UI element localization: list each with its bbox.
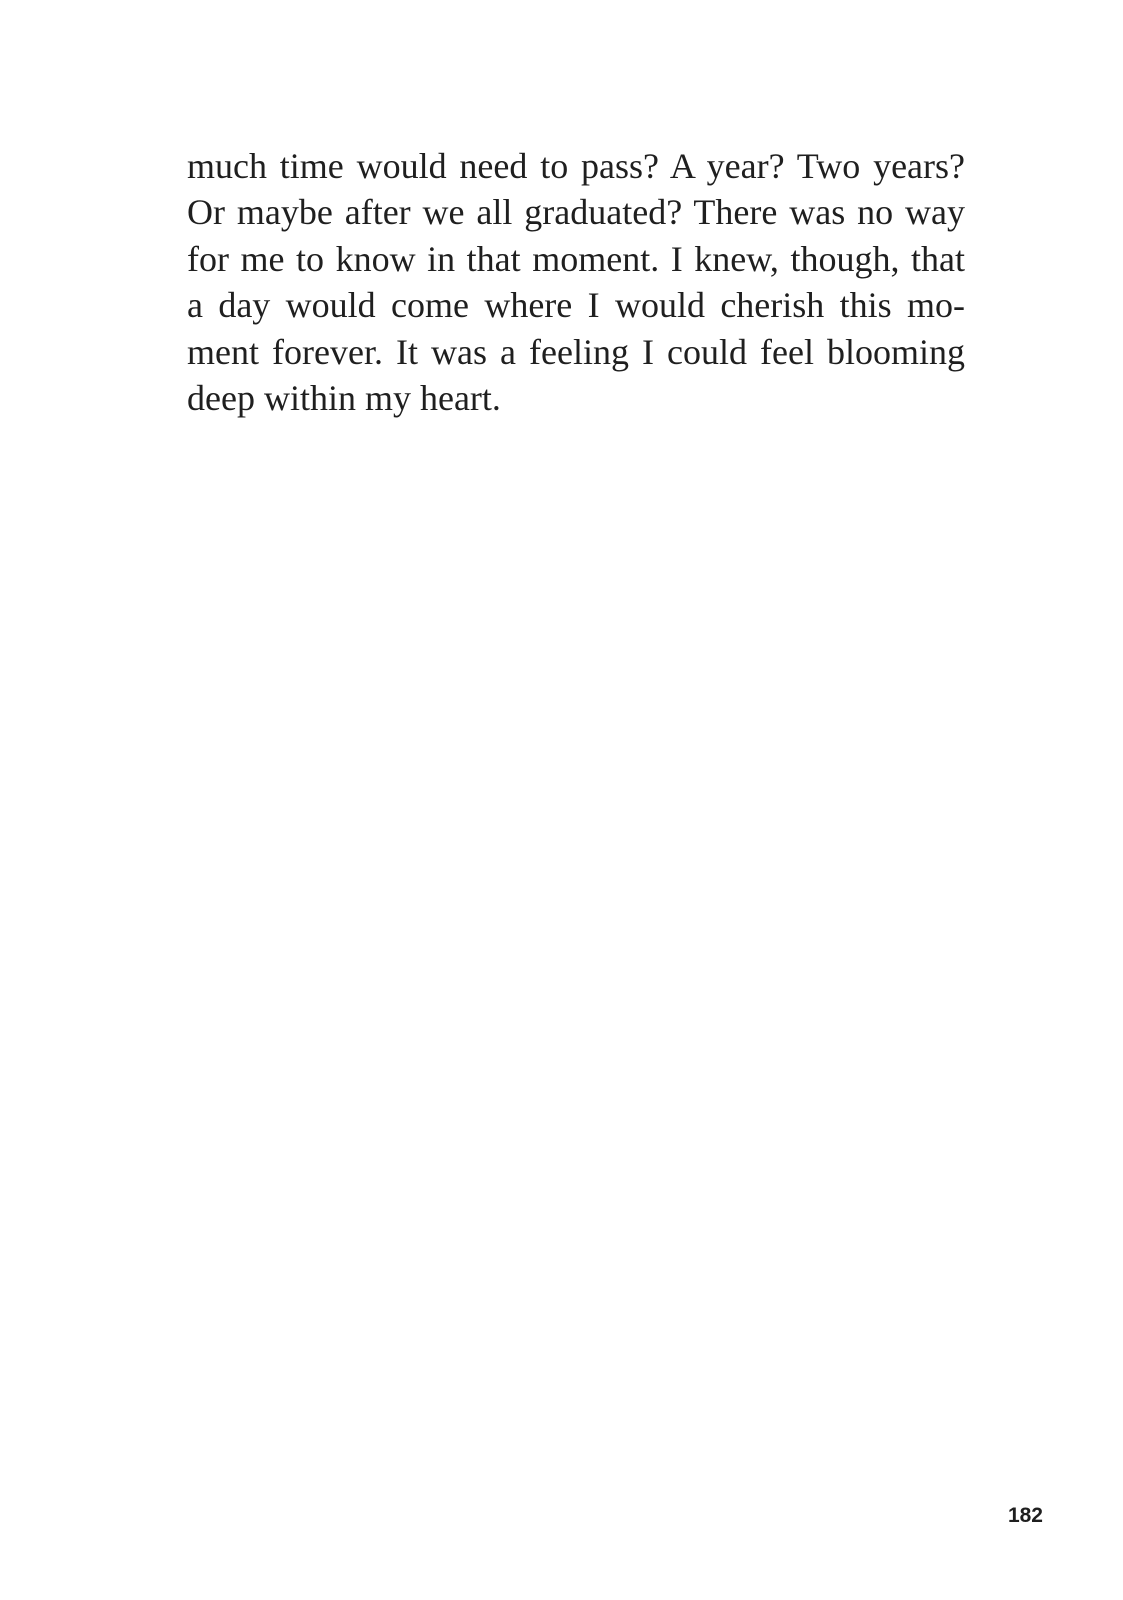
- text-line: ment forever. It was a feeling I could feel blooming: [187, 331, 965, 372]
- text-line: for me to know in that moment. I knew, though, that: [187, 238, 965, 279]
- text-line: deep within my heart.: [187, 378, 501, 419]
- body-paragraph: [187, 143, 965, 421]
- page-number: 182: [1007, 1504, 1043, 1527]
- text-line: a day would come where I would cherish this mo-: [187, 285, 965, 326]
- text-line: Or maybe after we all graduated? There was no way: [187, 192, 965, 233]
- text-line: much time would need to pass? A year? Two years?: [187, 146, 965, 186]
